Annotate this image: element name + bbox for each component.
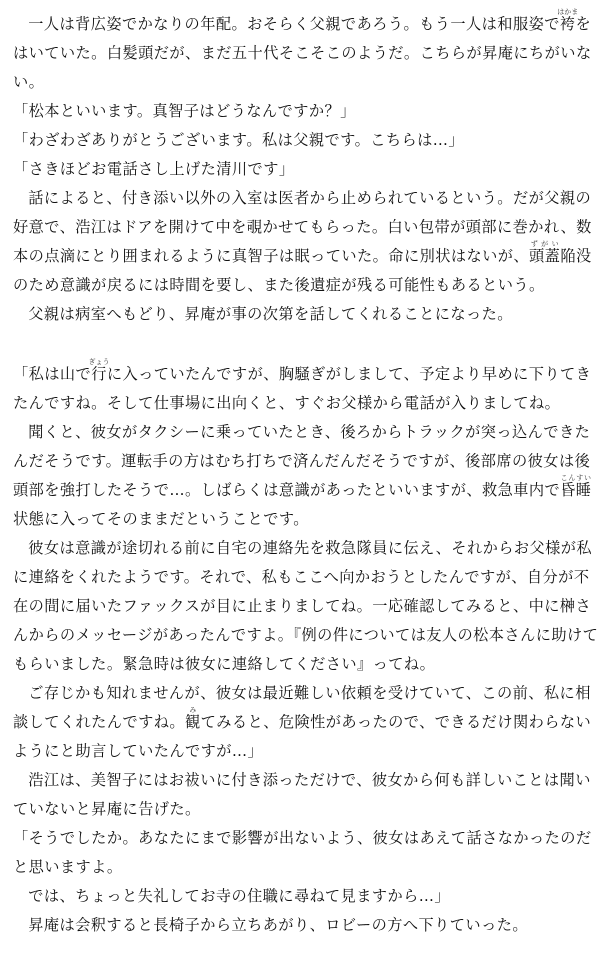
paragraph-11 [13, 766, 599, 824]
text-run: 状態に入ってそのままだということです。 [13, 510, 309, 528]
text-run: 聞くと、彼女がタクシーに乗っていたとき、後ろからトラックが突っ込んできたんだそうです。運転手の方はむち打ちで済んだんだそうですが、後部席の彼女は後頭部を強打したそうで…。しばらくは意識があったといいますが、救急車内で [13, 423, 591, 499]
text-run: てみると、危険性があったので、できるだけ関わらないようにと助言していたんですが…」 [13, 713, 592, 760]
paragraph-12 [13, 824, 599, 882]
text-run: に入っていたんですが、胸騒ぎがしまして、予定より早めに下りてきたんですね。そして仕事場に出向くと、すぐお父様から電話が入りましてね。 [13, 365, 592, 412]
ruby-reading: こんすい [560, 474, 592, 482]
ruby-base: 行 [88, 365, 110, 383]
paragraph-3 [13, 126, 599, 155]
text-run: 「さきほどお電話さし上げた清川です」 [13, 160, 295, 178]
ruby-reading: ずがい [529, 240, 561, 248]
text-run: 一人は背広姿でかなりの年配。おそらく父親であろう。もう一人は和服姿で [28, 15, 560, 33]
text-run: をはいていた。白髪頭だが、まだ五十代そこそこのようだ。こちらが昇庵にちがいない。 [13, 15, 592, 91]
paragraph-14 [13, 911, 599, 940]
text-run: 「わざわざありがとうございます。私は父親です。こちらは…」 [13, 131, 465, 149]
ruby-konsui [560, 474, 592, 499]
paragraph-5 [13, 184, 599, 300]
paragraph-2 [13, 97, 599, 126]
ruby-base: 頭蓋 [529, 247, 561, 265]
text-run: ご存じかも知れませんが、彼女は最近難しい依頼を受けていて、この前、私に相談してくれたんですね。 [13, 684, 591, 731]
paragraph-1 [13, 8, 599, 97]
paragraph-10 [13, 679, 599, 766]
ruby-hakama [557, 8, 579, 33]
text-run: では、ちょっと失礼してお寺の住職に尋ねて見ますから…」 [28, 887, 451, 905]
text-run: 「そうでしたか。あなたにまで影響が出ないよう、彼女はあえて話さなかったのだと思いますよ。 [13, 829, 592, 876]
paragraph-9 [13, 534, 599, 679]
text-run: 昇庵は会釈すると長椅子から立ちあがり、ロビーの方へ下りていった。 [28, 916, 528, 934]
text-run: 話によると、付き添い以外の入室は医者から止められているという。だが父親の好意で、浩江はドアを開けて中を覗かせてもらった。白い包帯が頭部に巻かれ、数本の点滴にとり囲まれるように真智子は眠っていた。命に別状はないが、 [13, 189, 592, 265]
paragraph-13 [13, 882, 599, 911]
text-run: 陥没のため意識が戻るには時間を要し、また後遺症が残る可能性もあるという。 [13, 247, 592, 294]
paragraph-6 [13, 300, 599, 329]
paragraph-4 [13, 155, 599, 184]
ruby-reading: ぎょう [88, 358, 110, 366]
text-run: 浩江は、美智子にはお祓いに付き添っただけで、彼女から何も詳しいことは聞いていないと昇庵に告げた。 [13, 771, 591, 818]
text-run: 「松本といいます。真智子はどうなんですか？」 [13, 102, 356, 120]
text-run: 父親は病室へもどり、昇庵が事の次第を話してくれることになった。 [28, 305, 513, 323]
ruby-zugai [529, 240, 561, 265]
text-run: 彼女は意識が途切れる前に自宅の連絡先を救急隊員に伝え、それからお父様が私に連絡をくれたようです。それで、私もここへ向かおうとしたんですが、自分が不在の間に届いたファックスが目に止まりましてね。一応確認してみると、中に榊さんからのメッセージがあったんですよ。『例の件については友人の松本さんに助けてもらいました。緊急時は彼女に連絡してください』ってね。 [13, 539, 599, 673]
ruby-reading: み [185, 706, 201, 714]
ruby-reading: はかま [557, 8, 579, 16]
ruby-gyou [88, 358, 110, 383]
blank-line [13, 329, 599, 358]
ruby-base: 袴 [557, 15, 579, 33]
paragraph-8 [13, 418, 599, 534]
ruby-base: 昏睡 [560, 481, 592, 499]
text-run: 「私は山で [13, 365, 92, 383]
ruby-base: 観 [185, 713, 201, 731]
ruby-mi [185, 706, 201, 731]
paragraph-7 [13, 358, 599, 418]
